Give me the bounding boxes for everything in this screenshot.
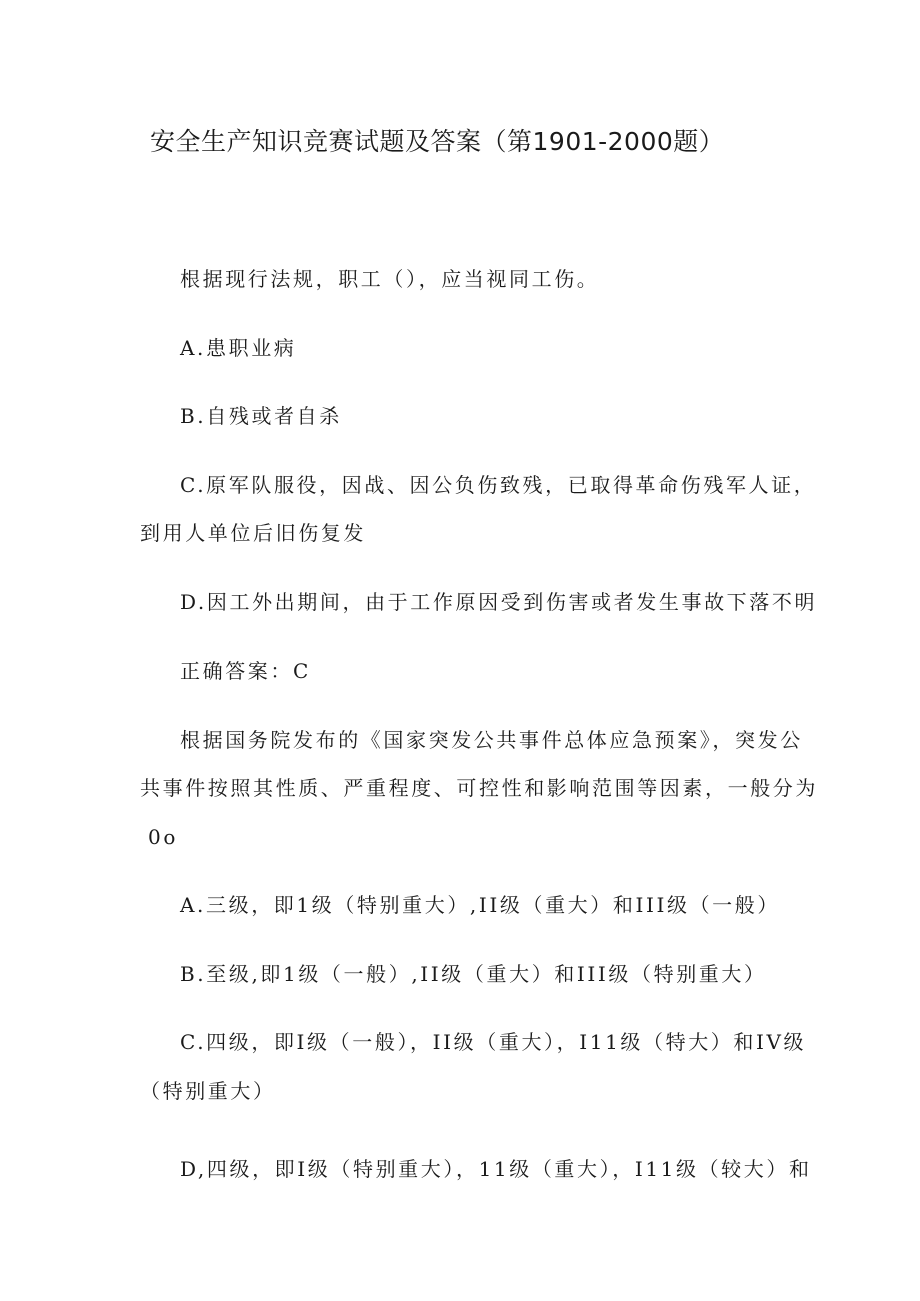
question-2-stem: 根据国务院发布的《国家突发公共事件总体应急预案》，突发公 [180, 728, 803, 752]
question-1-option-c-continued: 到用人单位后旧伤复发 [140, 521, 366, 545]
question-2-stem-continued: 共事件按照其性质、严重程度、可控性和影响范围等因素，一般分为 [140, 776, 818, 800]
question-2-option-b: B.至级,即1级（一般）,II级（重大）和III级（特别重大） [180, 962, 767, 986]
question-2-option-c: C.四级，即I级（一般），II级（重大），I11级（特大）和IV级 [180, 1030, 807, 1054]
question-1-option-d: D.因工外出期间，由于工作原因受到伤害或者发生事故下落不明 [180, 590, 818, 614]
question-1-option-a: A.患职业病 [180, 336, 297, 360]
question-2-option-a: A.三级，即1级（特别重大）,II级（重大）和III级（一般） [180, 893, 780, 917]
question-1-option-b: B.自残或者自杀 [180, 404, 342, 428]
question-2-option-c-continued: （特别重大） [140, 1079, 276, 1103]
question-2-option-d: D,四级，即I级（特别重大），11级（重大），I11级（较大）和 [180, 1157, 812, 1181]
question-1-answer: 正确答案：C [180, 659, 311, 683]
document-title: 安全生产知识竞赛试题及答案（第1901-2000题） [150, 127, 725, 156]
question-1-option-c: C.原军队服役，因战、因公负伤致残，已取得革命伤残军人证， [180, 473, 817, 497]
question-2-stem-continued-2: 0o [148, 825, 178, 849]
question-1-stem: 根据现行法规，职工（），应当视同工伤。 [180, 267, 600, 291]
